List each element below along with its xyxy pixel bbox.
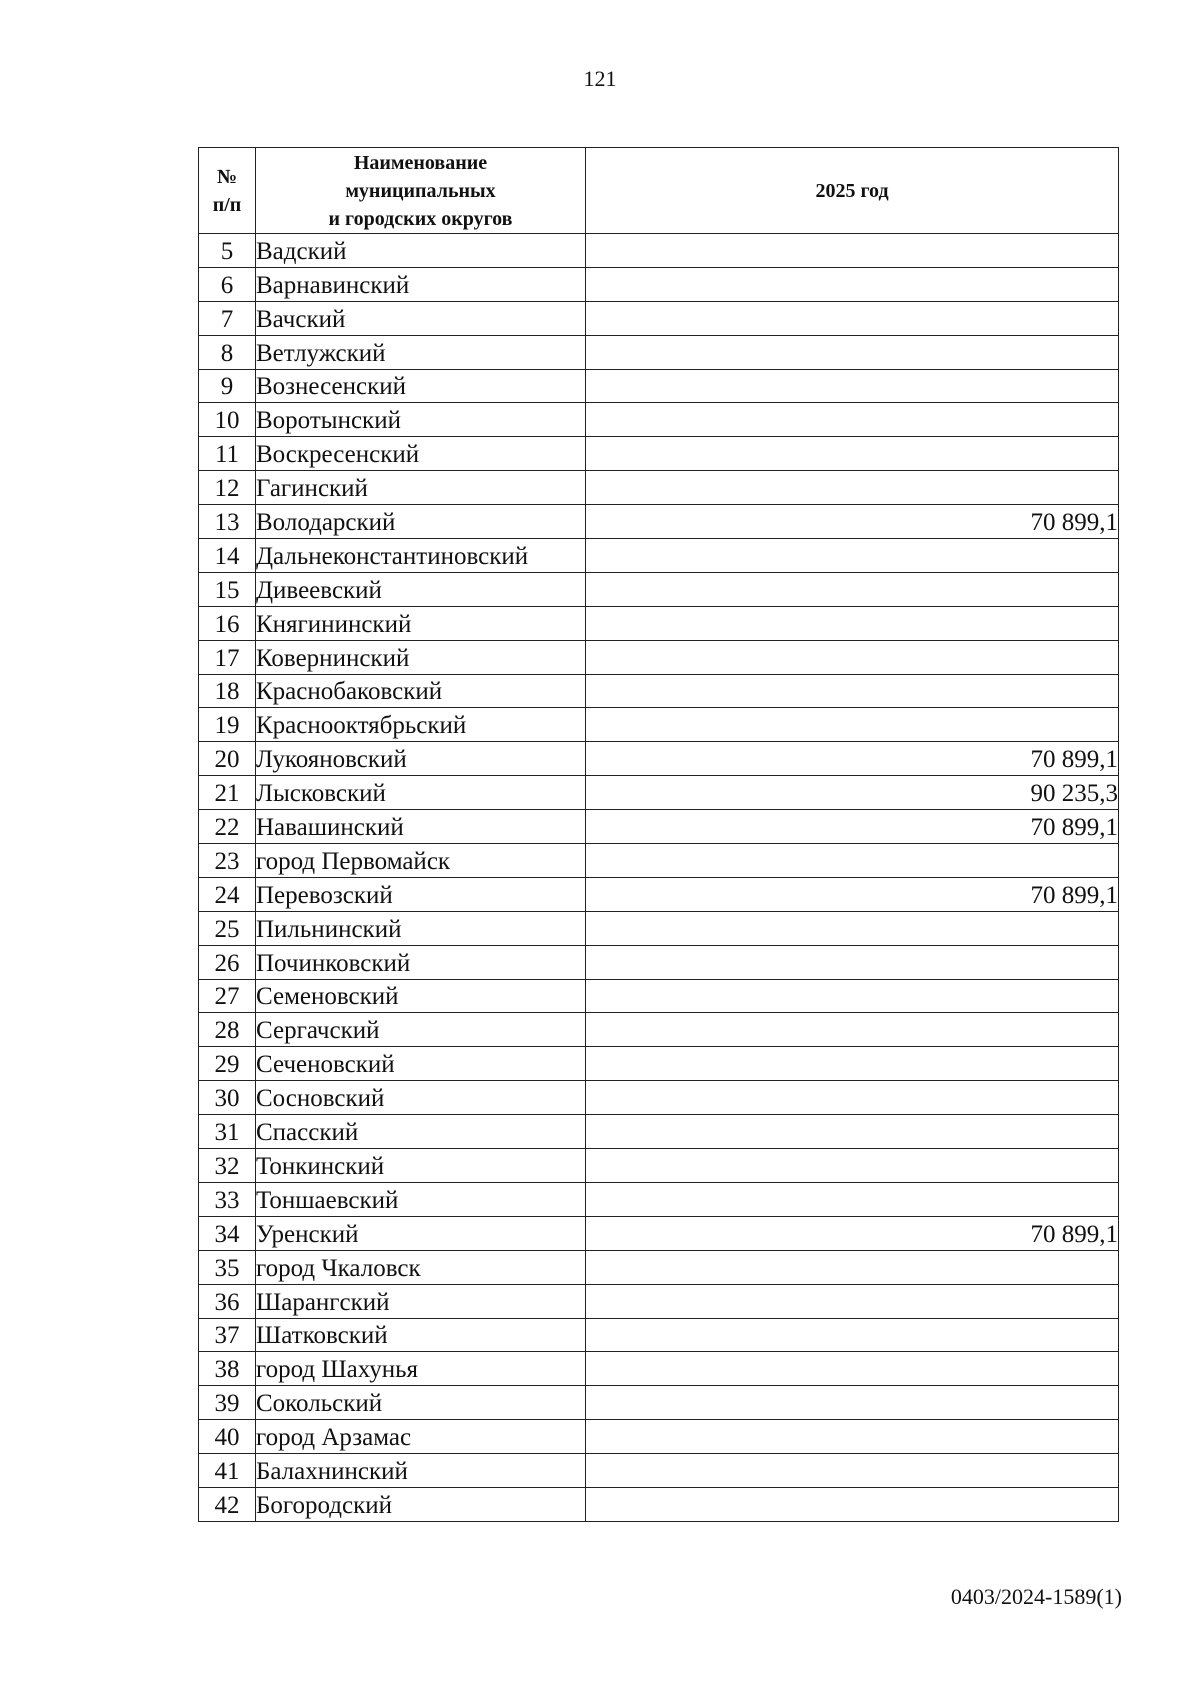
- table-row: [199, 301, 1119, 335]
- table-row: [199, 572, 1119, 606]
- row-number-cell: 39: [199, 1386, 256, 1420]
- table-row: [199, 1487, 1119, 1521]
- amount-2025-cell: [586, 606, 1119, 640]
- header-name-line-2: муниципальных: [345, 179, 496, 202]
- table-row: [199, 877, 1119, 911]
- municipality-name-cell: Починковский: [256, 945, 586, 979]
- municipality-name-cell: Лукояновский: [256, 742, 586, 776]
- row-number-cell: 19: [199, 708, 256, 742]
- amount-2025-cell: [586, 1352, 1119, 1386]
- municipality-name-cell: Варнавинский: [256, 267, 586, 301]
- row-number-cell: 10: [199, 403, 256, 437]
- amount-2025-cell: [586, 1487, 1119, 1521]
- row-number-cell: 37: [199, 1318, 256, 1352]
- table-row: [199, 911, 1119, 945]
- municipality-name-cell: город Шахунья: [256, 1352, 586, 1386]
- row-number-cell: 40: [199, 1420, 256, 1454]
- row-number-cell: 38: [199, 1352, 256, 1386]
- amount-2025-cell: 90 235,3: [586, 776, 1119, 810]
- row-number-cell: 32: [199, 1149, 256, 1183]
- amount-2025-cell: [586, 1182, 1119, 1216]
- municipality-name-cell: Вознесенский: [256, 369, 586, 403]
- table-row: [199, 979, 1119, 1013]
- amount-2025-cell: [586, 1454, 1119, 1488]
- row-number-cell: 21: [199, 776, 256, 810]
- amount-2025-cell: [586, 267, 1119, 301]
- municipality-name-cell: Навашинский: [256, 810, 586, 844]
- table-row: [199, 1284, 1119, 1318]
- row-number-cell: 16: [199, 606, 256, 640]
- row-number-cell: 24: [199, 877, 256, 911]
- municipality-name-cell: Спасский: [256, 1115, 586, 1149]
- row-number-cell: 26: [199, 945, 256, 979]
- table-row: [199, 606, 1119, 640]
- row-number-cell: 23: [199, 844, 256, 878]
- row-number-cell: 35: [199, 1250, 256, 1284]
- table-row: [199, 267, 1119, 301]
- municipality-name-cell: Княгининский: [256, 606, 586, 640]
- header-year: 2025 год: [586, 148, 1119, 234]
- row-number-cell: 15: [199, 572, 256, 606]
- amount-2025-cell: [586, 1149, 1119, 1183]
- municipality-name-cell: Краснооктябрьский: [256, 708, 586, 742]
- table-row: [199, 1149, 1119, 1183]
- amount-2025-cell: [586, 572, 1119, 606]
- allocation-table: [198, 147, 1119, 1522]
- table-row: [199, 1386, 1119, 1420]
- table-row: [199, 1250, 1119, 1284]
- row-number-cell: 28: [199, 1013, 256, 1047]
- row-number-cell: 5: [199, 234, 256, 268]
- table-row: [199, 1420, 1119, 1454]
- amount-2025-cell: 70 899,1: [586, 877, 1119, 911]
- row-number-cell: 41: [199, 1454, 256, 1488]
- table-row: [199, 674, 1119, 708]
- municipality-name-cell: Перевозский: [256, 877, 586, 911]
- table-row: [199, 1182, 1119, 1216]
- municipality-name-cell: Воскресенский: [256, 437, 586, 471]
- amount-2025-cell: [586, 945, 1119, 979]
- table-row: [199, 1352, 1119, 1386]
- municipality-name-cell: Тонкинский: [256, 1149, 586, 1183]
- municipality-name-cell: Сергачский: [256, 1013, 586, 1047]
- table-row: [199, 369, 1119, 403]
- row-number-cell: 11: [199, 437, 256, 471]
- amount-2025-cell: [586, 1013, 1119, 1047]
- municipality-name-cell: Уренский: [256, 1216, 586, 1250]
- amount-2025-cell: [586, 1284, 1119, 1318]
- amount-2025-cell: 70 899,1: [586, 1216, 1119, 1250]
- header-number-line-2: п/п: [212, 193, 242, 216]
- row-number-cell: 17: [199, 640, 256, 674]
- row-number-cell: 34: [199, 1216, 256, 1250]
- municipality-name-cell: Богородский: [256, 1487, 586, 1521]
- header-name: [256, 148, 586, 234]
- row-number-cell: 36: [199, 1284, 256, 1318]
- amount-2025-cell: [586, 301, 1119, 335]
- table-row: [199, 437, 1119, 471]
- table-row: [199, 640, 1119, 674]
- municipality-name-cell: Пильнинский: [256, 911, 586, 945]
- amount-2025-cell: [586, 539, 1119, 573]
- header-name-line-1: Наименование: [353, 151, 488, 174]
- row-number-cell: 7: [199, 301, 256, 335]
- row-number-cell: 6: [199, 267, 256, 301]
- municipality-name-cell: Сокольский: [256, 1386, 586, 1420]
- table-row: [199, 505, 1119, 539]
- row-number-cell: 13: [199, 505, 256, 539]
- table-row: [199, 1216, 1119, 1250]
- table-row: [199, 810, 1119, 844]
- municipality-name-cell: Тоншаевский: [256, 1182, 586, 1216]
- amount-2025-cell: [586, 437, 1119, 471]
- amount-2025-cell: [586, 1318, 1119, 1352]
- municipality-name-cell: Ковернинский: [256, 640, 586, 674]
- amount-2025-cell: [586, 403, 1119, 437]
- amount-2025-cell: [586, 369, 1119, 403]
- amount-2025-cell: [586, 674, 1119, 708]
- document-code: 0403/2024-1589(1): [950, 1584, 1122, 1609]
- municipality-name-cell: Сеченовский: [256, 1047, 586, 1081]
- row-number-cell: 14: [199, 539, 256, 573]
- table-row: [199, 1115, 1119, 1149]
- amount-2025-cell: [586, 234, 1119, 268]
- municipality-name-cell: Дальнеконстантиновский: [256, 539, 586, 573]
- amount-2025-cell: [586, 640, 1119, 674]
- amount-2025-cell: [586, 1081, 1119, 1115]
- table-row: [199, 708, 1119, 742]
- table-row: [199, 471, 1119, 505]
- municipality-name-cell: город Первомайск: [256, 844, 586, 878]
- table-header-row: [199, 148, 1119, 234]
- amount-2025-cell: [586, 1386, 1119, 1420]
- amount-2025-cell: [586, 1250, 1119, 1284]
- municipality-name-cell: Володарский: [256, 505, 586, 539]
- table-row: [199, 945, 1119, 979]
- row-number-cell: 18: [199, 674, 256, 708]
- municipality-name-cell: Краснобаковский: [256, 674, 586, 708]
- amount-2025-cell: [586, 471, 1119, 505]
- table-row: [199, 776, 1119, 810]
- row-number-cell: 8: [199, 335, 256, 369]
- amount-2025-cell: [586, 844, 1119, 878]
- row-number-cell: 42: [199, 1487, 256, 1521]
- amount-2025-cell: [586, 1047, 1119, 1081]
- table-row: [199, 1318, 1119, 1352]
- table-row: [199, 403, 1119, 437]
- amount-2025-cell: 70 899,1: [586, 810, 1119, 844]
- municipality-name-cell: город Арзамас: [256, 1420, 586, 1454]
- municipality-name-cell: Шарангский: [256, 1284, 586, 1318]
- row-number-cell: 27: [199, 979, 256, 1013]
- amount-2025-cell: [586, 911, 1119, 945]
- table-row: [199, 1047, 1119, 1081]
- amount-2025-cell: [586, 1420, 1119, 1454]
- municipality-name-cell: Дивеевский: [256, 572, 586, 606]
- amount-2025-cell: [586, 708, 1119, 742]
- row-number-cell: 9: [199, 369, 256, 403]
- table-row: [199, 335, 1119, 369]
- amount-2025-cell: [586, 1115, 1119, 1149]
- table-row: [199, 234, 1119, 268]
- municipality-name-cell: Балахнинский: [256, 1454, 586, 1488]
- table-row: [199, 844, 1119, 878]
- table-row: [199, 742, 1119, 776]
- row-number-cell: 33: [199, 1182, 256, 1216]
- municipality-name-cell: Сосновский: [256, 1081, 586, 1115]
- row-number-cell: 20: [199, 742, 256, 776]
- row-number-cell: 22: [199, 810, 256, 844]
- municipality-name-cell: Ветлужский: [256, 335, 586, 369]
- amount-2025-cell: [586, 335, 1119, 369]
- header-number: [199, 148, 256, 234]
- municipality-name-cell: Шатковский: [256, 1318, 586, 1352]
- municipality-name-cell: город Чкаловск: [256, 1250, 586, 1284]
- municipality-name-cell: Лысковский: [256, 776, 586, 810]
- header-number-line-1: №: [216, 165, 238, 188]
- municipality-name-cell: Вадский: [256, 234, 586, 268]
- table-row: [199, 539, 1119, 573]
- table-row: [199, 1013, 1119, 1047]
- municipality-name-cell: Гагинский: [256, 471, 586, 505]
- row-number-cell: 29: [199, 1047, 256, 1081]
- amount-2025-cell: [586, 979, 1119, 1013]
- page-number: 121: [583, 66, 617, 91]
- header-name-line-3: и городских округов: [328, 207, 513, 230]
- row-number-cell: 30: [199, 1081, 256, 1115]
- table-body: [199, 234, 1119, 1522]
- municipality-name-cell: Воротынский: [256, 403, 586, 437]
- amount-2025-cell: 70 899,1: [586, 505, 1119, 539]
- row-number-cell: 25: [199, 911, 256, 945]
- row-number-cell: 12: [199, 471, 256, 505]
- table-row: [199, 1081, 1119, 1115]
- row-number-cell: 31: [199, 1115, 256, 1149]
- amount-2025-cell: 70 899,1: [586, 742, 1119, 776]
- table-row: [199, 1454, 1119, 1488]
- municipality-name-cell: Семеновский: [256, 979, 586, 1013]
- municipality-name-cell: Вачский: [256, 301, 586, 335]
